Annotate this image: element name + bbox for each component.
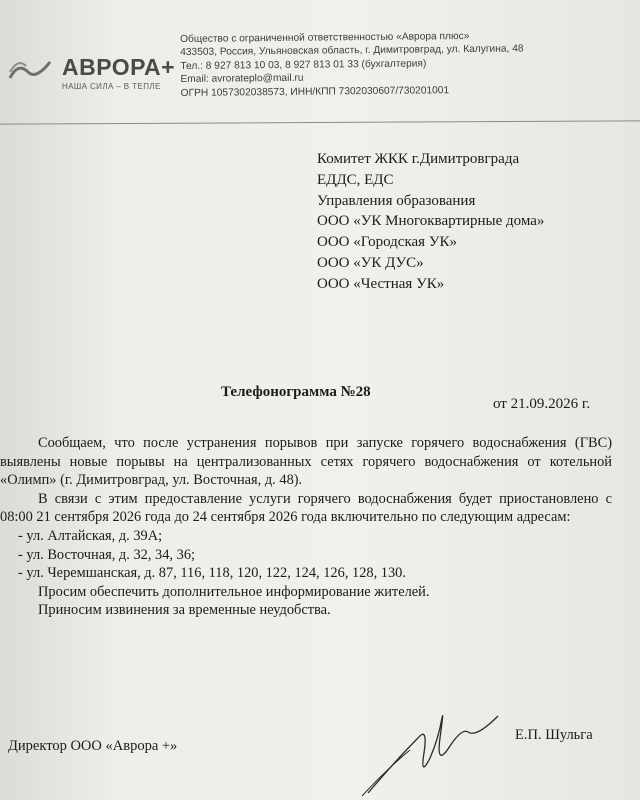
- logo-slogan: НАША СИЛА – В ТЕПЛЕ: [62, 82, 161, 91]
- company-email-line: Email: avrorateplo@mail.ru: [180, 72, 304, 86]
- signer-name: Е.П. Шульга: [515, 727, 593, 743]
- document-title: Телефонограмма №28: [221, 384, 371, 400]
- document-date: от 21.09.2026 г.: [493, 396, 591, 412]
- message-body: [0, 434, 612, 620]
- recipient-item: ЕДДС, ЕДС: [317, 171, 394, 188]
- recipients-block: [317, 149, 544, 295]
- recipient-item: ООО «Честная УК»: [317, 275, 445, 292]
- company-ogrn-line: ОГРН 1057302038573, ИНН/КПП 7302030607/730201001: [180, 84, 450, 99]
- recipient-item: ООО «УК ДУС»: [317, 254, 424, 271]
- recipient-item: ООО «УК Многоквартирные дома»: [317, 213, 545, 230]
- recipient-item: Комитет ЖКК г.Димитровграда: [317, 151, 520, 167]
- company-phone-line: Тел.: 8 927 813 10 03, 8 927 813 01 33 (бухгалтерия): [180, 58, 427, 72]
- director-position: Директор ООО «Аврора +»: [8, 738, 178, 754]
- body-paragraph-2: В связи с этим предоставление услуги горячего водоснабжения будет приостановлено с 08:00 21 сентября 2026 года до 24 сентября 2026 года включительно по следующим адресам:: [0, 490, 612, 526]
- address-list-item: - ул. Алтайская, д. 39А;: [18, 527, 163, 544]
- header-divider: [0, 120, 640, 124]
- company-info: [180, 28, 621, 100]
- recipient-item: ООО «Городская УК»: [317, 234, 457, 251]
- logo-name: АВРОРА+: [62, 54, 176, 80]
- handwritten-signature: [358, 698, 508, 798]
- request-line: Просим обеспечить дополнительное информирование жителей.: [38, 583, 430, 600]
- company-name-line: Общество с ограниченной ответственностью «Аврора плюс»: [180, 30, 470, 45]
- address-list-item: - ул. Восточная, д. 32, 34, 36;: [18, 546, 196, 563]
- aurora-wave-icon: [8, 58, 52, 82]
- body-paragraph-1: Сообщаем, что после устранения порывов при запуске горячего водоснабжения (ГВС) выявлены новые порывы на централизованных сетях горячего водоснабжения от котельной «Олимп» (г. Димитровград, ул. Восточная, д. 48).: [0, 435, 612, 489]
- company-address-line: 433503, Россия, Ульяновская область, г. Димитровград, ул. Калугина, 48: [180, 43, 524, 59]
- recipient-item: Управления образования: [317, 192, 476, 209]
- address-list-item: - ул. Черемшанская, д. 87, 116, 118, 120, 122, 124, 126, 128, 130.: [18, 565, 406, 582]
- company-logo: [8, 54, 178, 98]
- apology-line: Приносим извинения за временные неудобства.: [38, 602, 331, 619]
